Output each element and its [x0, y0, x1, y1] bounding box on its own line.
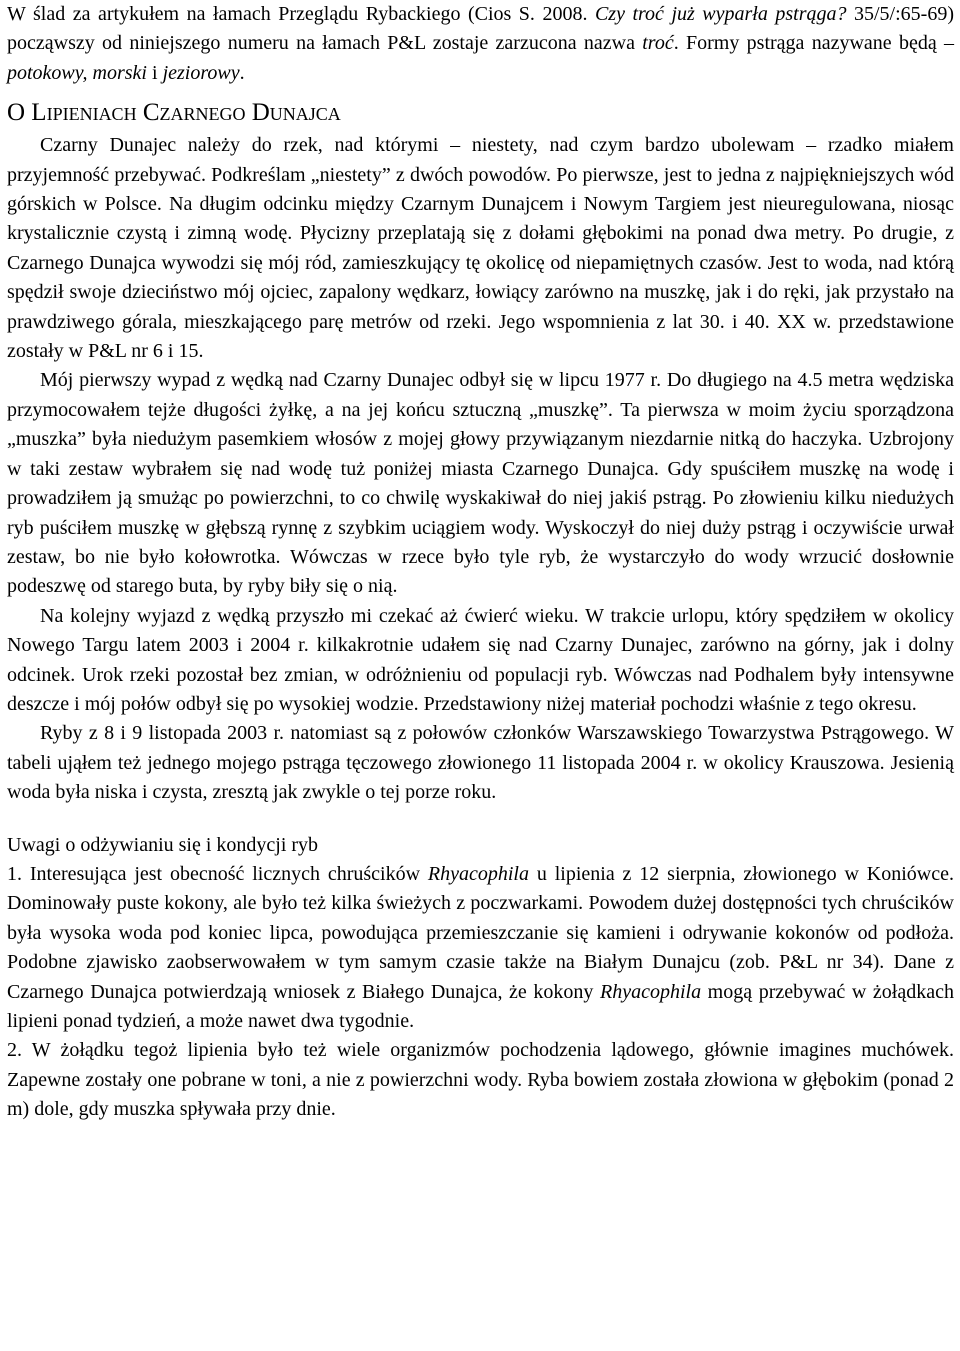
intro-article-title: Czy troć już wyparła pstrąga? — [594, 3, 847, 25]
species-name: Rhyacophila — [427, 862, 529, 885]
body-paragraph: Czarny Dunajec należy do rzek, nad którymi – niestety, nad czym bardzo ubolewam – rzadko miałem przyjemność przebywać. Podkreślam „niestety” z dwóch powodów. Po pierwsze, jest to jedna z najpiękniejszych wód górskich w Polsce. Na długim odcinku między Czarnym Dunajcem i Nowym Targiem jest nieuregulowana, niosąc krystalicznie czystą i zimną wodę. Płycizny przeplatają się z dołami głębokimi na ponad dwa metry. Po drugie, z Czarnego Dunajca wywodzi się mój ród, zamieszkujący tę okolicę od niepamiętnych czasów. Jest to woda, nad którą spędził swoje dzieciństwo mój ojciec, zapalony wędkarz, łowiący zarówno na muszkę, jak i do ręki, jak przystało na prawdziwego górala, mieszkającego parę metrów od rzeki. Jego wspomnienia z lat 30. i 40. XX w. przedstawione zostały w P&L nr 6 i 15. — [7, 134, 954, 363]
intro-text: i — [147, 61, 163, 84]
note-item — [7, 860, 954, 1036]
note-text: 1. Interesująca jest obecność licznych chruścików — [7, 862, 428, 885]
note-text: 2. W żołądku tegoż lipienia było też wiele organizmów pochodzenia lądowego, głównie imagines muchówek. Zapewne zostały one pobrane w toni, a nie z powierzchni wody. Ryba bowiem została złowiona w głębokim (ponad 2 m) dole, gdy muszka spływała przy dnie. — [7, 1039, 954, 1121]
intro-text: W ślad za artykułem na łamach Przeglądu Rybackiego (Cios S. 2008. — [7, 3, 595, 25]
body-paragraph: Ryby z 8 i 9 listopada 2003 r. natomiast są z połowów członków Warszawskiego Towarzystwa Pstrągowego. W tabeli ująłem też jednego mojego pstrąga tęczowego złowionego 11 listopada 2004 r. w okolicy Krauszowa. Jesienią woda była niska i czysta, zresztą jak zwykle o tej porze roku. — [7, 722, 954, 804]
intro-term: potokowy, morski — [7, 61, 147, 84]
note-item — [7, 1036, 954, 1124]
note-text: mogą przebywać w żołądkach lipieni ponad tydzień, a może nawet dwa tygodnie. — [7, 980, 954, 1032]
intro-text: . — [239, 61, 245, 84]
body-paragraph: Na kolejny wyjazd z wędką przyszło mi czekać aż ćwierć wieku. W trakcie urlopu, który spędziłem w okolicy Nowego Targu latem 2003 i 2004 r. kilkakrotnie udałem się nad Czarny Dunajec, zarówno na górny, jak i dolny odcinek. Urok rzeki pozostał bez zmian, w odróżnieniu od populacji ryb. Wówczas nad Podhalem były intensywne deszcze i mój połów odbył się po wysokiej wodzie. Przedstawiony niżej materiał pochodzi właśnie z tego okresu. — [7, 604, 954, 715]
subheading: Uwagi o odżywianiu się i kondycji ryb — [7, 833, 319, 856]
section-title: O Lipieniach Czarnego Dunajca — [7, 99, 341, 127]
intro-term: troć — [642, 32, 674, 55]
intro-text: 35/5/:65-69) począwszy od niniejszego numeru na łamach P&L zostaje zarzucona nazwa — [7, 3, 954, 55]
species-name: Rhyacophila — [599, 980, 702, 1003]
intro-paragraph — [7, 0, 954, 88]
body-paragraph: Mój pierwszy wypad z wędką nad Czarny Dunajec odbył się w lipcu 1977 r. Do długiego na 4.5 metra wędziska przymocowałem tejże długości żyłkę, a na jej końcu sztuczną „muszkę”. Ta pierwsza w moim życiu sporządzona „muszka” była niedużym pasemkiem włosów z mojej głowy przywiązanym niezdarnie nitką do haczyka. Uzbrojony w taki zestaw wybrałem się nad wodę tuż poniżej miasta Czarnego Dunajca. Gdy spuściłem muszkę na wodę i prowadziłem ją smużąc po powierzchni, to co chwilę wyskakiwał do niej jakiś pstrąg. Po złowieniu kilku niedużych ryb puściłem muszkę w głębszą rynnę z szybkim uciągiem wody. Wyskoczył do niej duży pstrąg i oczywiście urwał zestaw, bo nie było kołowrotka. Wówczas w rzece było tyle ryb, że wystarczyło do wody wrzucić dosłownie podeszwę od starego buta, by ryby biły się o nią. — [7, 369, 954, 598]
intro-term: jeziorowy — [162, 61, 240, 84]
note-text: u lipienia z 12 sierpnia, złowionego w Koniówce. Dominowały puste kokony, ale było też kilka świeżych z poczwarkami. Powodem dużej dostępności tych chruścików była wysoka woda pod koniec lipca, powodująca przemieszczanie się kamieni i odrywanie kokonów od podłoża. Podobne zjawisko zaobserwowałem w tym samym czasie także na Białym Dunajcu (zob. P&L nr 34). Dane z Czarnego Dunajca potwierdzają wniosek z Białego Dunajca, że kokony — [7, 862, 955, 1003]
section-block — [7, 98, 954, 807]
intro-text: . Formy pstrąga nazywane będą – — [673, 32, 954, 55]
